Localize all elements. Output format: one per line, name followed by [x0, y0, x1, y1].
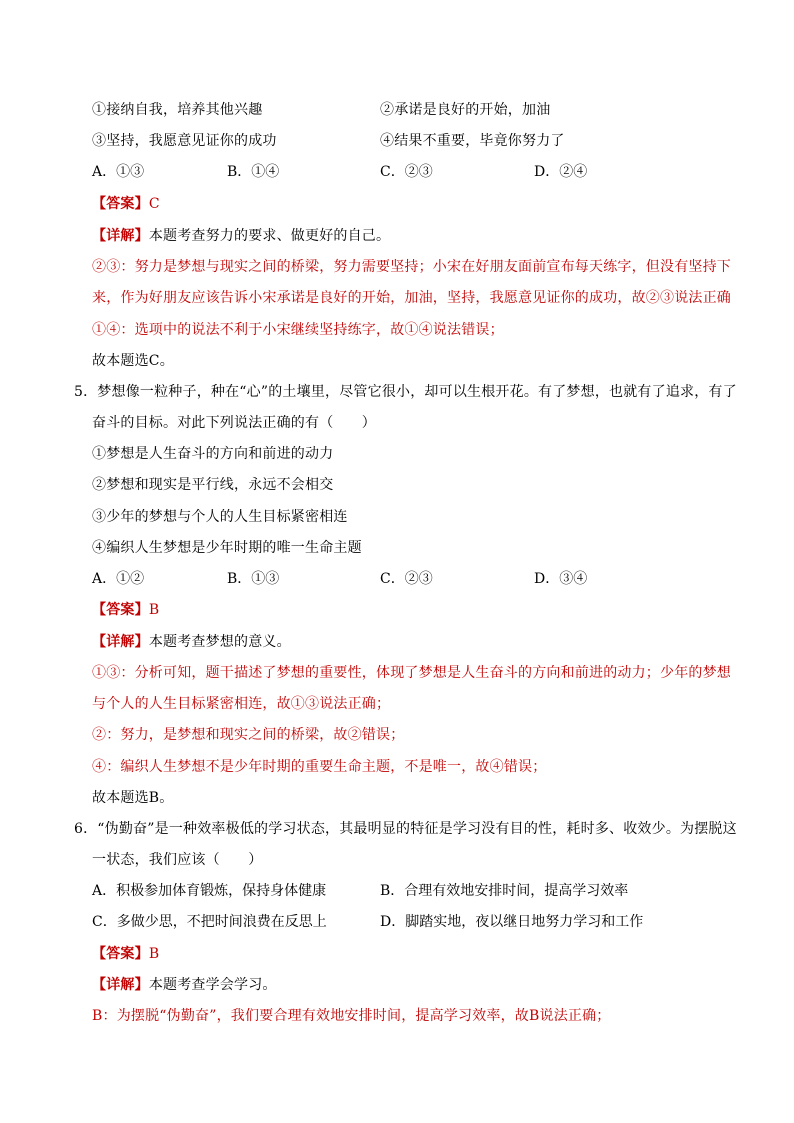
q4-conclusion: 故本题选C。: [92, 353, 174, 369]
q4-statement-4: ④结果不重要，毕竟你努力了: [380, 133, 565, 149]
answer-value: B: [148, 946, 160, 962]
q5-detail: [92, 632, 291, 652]
q4-analysis-line-3: ①④：选项中的说法不利于小宋继续坚持练字，故①④说法错误；: [92, 322, 504, 338]
detail-intro: 本题考查梦想的意义。: [148, 634, 291, 650]
answer-value: B: [148, 602, 160, 618]
q6-answer: [92, 944, 159, 964]
q5-option-d: D．③④: [534, 571, 588, 587]
answer-tag: 【答案】: [92, 602, 149, 618]
q4-option-d: D．②④: [534, 164, 588, 180]
q5-statement-3: ③少年的梦想与个人的人生目标紧密相连: [92, 509, 348, 525]
q6-option-a: A．积极参加体育锻炼，保持身体健康: [92, 883, 327, 899]
q5-statement-2: ②梦想和现实是平行线，永远不会相交: [92, 477, 334, 493]
q6-option-d: D．脚踏实地，夜以继日地努力学习和工作: [380, 914, 644, 930]
detail-intro: 本题考查学会学习。: [148, 977, 277, 993]
q5-answer: [92, 600, 159, 620]
q4-option-a: A．①③: [92, 164, 145, 180]
q6-option-b: B．合理有效地安排时间，提高学习效率: [380, 883, 629, 899]
q4-analysis-line-1: ②③：努力是梦想与现实之间的桥梁，努力需要坚持；小宋在好朋友面前宣布每天练字，但没有坚持下: [92, 259, 731, 275]
q5-statement-1: ①梦想是人生奋斗的方向和前进的动力: [92, 446, 334, 462]
q6-detail: [92, 975, 277, 995]
detail-tag: 【详解】: [92, 977, 149, 993]
q5-option-a: A．①②: [92, 571, 145, 587]
q4-statement-1: ①接纳自我，培养其他兴趣: [92, 102, 263, 118]
answer-tag: 【答案】: [92, 196, 149, 212]
q4-detail: [92, 226, 390, 246]
q6-option-c: C．多做少思，不把时间浪费在反思上: [92, 914, 327, 930]
q5-analysis-line-2: 与个人的人生目标紧密相连，故①③说法正确；: [92, 696, 391, 712]
q4-statement-3: ③坚持，我愿意见证你的成功: [92, 133, 277, 149]
q4-answer: [92, 194, 160, 214]
q5-conclusion: 故本题选B。: [92, 790, 174, 806]
q5-stem-line-2: 奋斗的目标。对此下列说法正确的有（ ）: [92, 415, 376, 431]
q6-analysis-line-1: B：为摆脱“伪勤奋”，我们要合理有效地安排时间，提高学习效率，故B说法正确；: [92, 1008, 611, 1024]
q4-option-b: B．①④: [227, 164, 280, 180]
q4-analysis-line-2: 来，作为好朋友应该告诉小宋承诺是良好的开始，加油，坚持，我愿意见证你的成功，故②③说法正确: [92, 290, 731, 306]
answer-value: C: [148, 196, 160, 212]
q5-analysis-line-3: ②：努力，是梦想和现实之间的桥梁，故②错误；: [92, 727, 405, 743]
q4-statement-2: ②承诺是良好的开始，加油: [380, 102, 551, 118]
answer-tag: 【答案】: [92, 946, 149, 962]
detail-intro: 本题考查努力的要求、做更好的自己。: [148, 228, 391, 244]
detail-tag: 【详解】: [92, 634, 149, 650]
q6-stem-line-2: 一状态，我们应该（ ）: [92, 852, 263, 868]
q6-stem-line-1: 6．“伪勤奋”是一种效率极低的学习状态，其最明显的特征是学习没有目的性，耗时多、收效少。为摆脱这: [74, 821, 737, 837]
q5-option-c: C．②③: [380, 571, 433, 587]
q5-statement-4: ④编织人生梦想是少年时期的唯一生命主题: [92, 540, 362, 556]
q5-analysis-line-4: ④：编织人生梦想不是少年时期的重要生命主题，不是唯一，故④错误；: [92, 759, 547, 775]
q5-stem-line-1: 5．梦想像一粒种子，种在“心”的土壤里，尽管它很小，却可以生根开花。有了梦想，也就有了追求，有了: [74, 384, 737, 400]
detail-tag: 【详解】: [92, 228, 149, 244]
q4-option-c: C．②③: [380, 164, 433, 180]
q5-analysis-line-1: ①③：分析可知，题干描述了梦想的重要性，体现了梦想是人生奋斗的方向和前进的动力；少年的梦想: [92, 665, 731, 681]
q5-option-b: B．①③: [227, 571, 280, 587]
